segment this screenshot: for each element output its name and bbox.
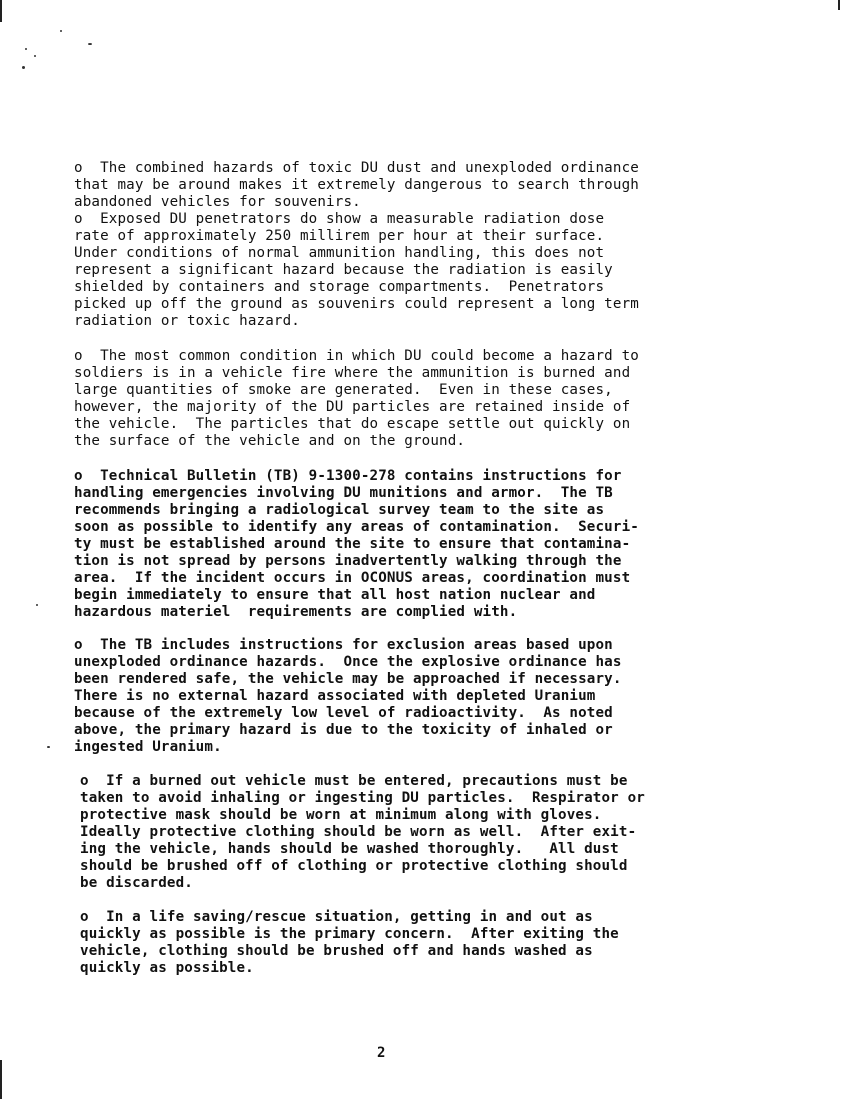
paragraph-vehicle-fire xyxy=(74,348,764,450)
text-line: ty must be established around the site to ensure that contamina- xyxy=(74,536,631,552)
text-line: Under conditions of normal ammunition handling, this does not xyxy=(74,245,605,261)
text-line: o The combined hazards of toxic DU dust and unexploded ordinance xyxy=(74,160,639,176)
text-line: represent a significant hazard because the radiation is easily xyxy=(74,262,613,278)
scan-speck xyxy=(47,746,50,748)
text-line: begin immediately to ensure that all host nation nuclear and xyxy=(74,587,596,603)
paragraph-exclusion-areas xyxy=(74,637,764,756)
text-line: recommends bringing a radiological survey team to the site as xyxy=(74,502,605,518)
scan-speck xyxy=(60,30,62,32)
text-line: protective mask should be worn at minimum along with gloves. xyxy=(80,807,602,823)
text-line: above, the primary hazard is due to the toxicity of inhaled or xyxy=(74,722,613,738)
text-line: because of the extremely low level of radioactivity. As noted xyxy=(74,705,613,721)
paragraph-rescue-situation xyxy=(80,909,770,977)
text-line: o Exposed DU penetrators do show a measurable radiation dose xyxy=(74,211,605,227)
text-line: the surface of the vehicle and on the ground. xyxy=(74,433,466,449)
text-line: o Technical Bulletin (TB) 9-1300-278 contains instructions for xyxy=(74,468,622,484)
text-line: o The most common condition in which DU could become a hazard to xyxy=(74,348,639,364)
scan-edge-mark xyxy=(0,1060,2,1099)
text-line: vehicle, clothing should be brushed off and hands washed as xyxy=(80,943,593,959)
page-number: 2 xyxy=(377,1045,386,1061)
text-line: shielded by containers and storage compartments. Penetrators xyxy=(74,279,605,295)
paragraph-radiation-dose xyxy=(74,211,764,330)
text-line: been rendered safe, the vehicle may be approached if necessary. xyxy=(74,671,622,687)
text-line: There is no external hazard associated with depleted Uranium xyxy=(74,688,596,704)
text-line: soon as possible to identify any areas of contamination. Securi- xyxy=(74,519,639,535)
paragraph-technical-bulletin xyxy=(74,468,764,621)
text-line: o The TB includes instructions for exclusion areas based upon xyxy=(74,637,613,653)
paragraph-du-dust-hazard xyxy=(74,160,764,211)
text-line: unexploded ordinance hazards. Once the explosive ordinance has xyxy=(74,654,622,670)
text-line: taken to avoid inhaling or ingesting DU particles. Respirator or xyxy=(80,790,645,806)
text-line: area. If the incident occurs in OCONUS areas, coordination must xyxy=(74,570,631,586)
text-line: be discarded. xyxy=(80,875,193,891)
text-line: large quantities of smoke are generated. Even in these cases, xyxy=(74,382,613,398)
text-line: handling emergencies involving DU munitions and armor. The TB xyxy=(74,485,613,501)
text-line: ing the vehicle, hands should be washed thoroughly. All dust xyxy=(80,841,619,857)
scan-speck xyxy=(22,66,25,69)
text-line: o In a life saving/rescue situation, getting in and out as xyxy=(80,909,593,925)
text-line: quickly as possible. xyxy=(80,960,254,976)
text-line: abandoned vehicles for souvenirs. xyxy=(74,194,361,210)
scan-edge-mark xyxy=(838,0,840,10)
text-line: radiation or toxic hazard. xyxy=(74,313,300,329)
text-line: should be brushed off of clothing or protective clothing should xyxy=(80,858,628,874)
text-line: Ideally protective clothing should be worn as well. After exit- xyxy=(80,824,637,840)
text-line: that may be around makes it extremely dangerous to search through xyxy=(74,177,639,193)
paragraph-burned-vehicle-precautions xyxy=(80,773,770,892)
text-line: quickly as possible is the primary concern. After exiting the xyxy=(80,926,619,942)
scan-speck xyxy=(25,48,27,50)
text-line: o If a burned out vehicle must be entered, precautions must be xyxy=(80,773,628,789)
scan-speck xyxy=(36,604,38,606)
text-line: hazardous materiel requirements are complied with. xyxy=(74,604,518,620)
text-line: the vehicle. The particles that do escape settle out quickly on xyxy=(74,416,631,432)
text-line: soldiers is in a vehicle fire where the ammunition is burned and xyxy=(74,365,631,381)
scan-speck xyxy=(88,43,92,45)
text-line: rate of approximately 250 millirem per hour at their surface. xyxy=(74,228,605,244)
scan-speck xyxy=(34,55,36,57)
text-line: tion is not spread by persons inadvertently walking through the xyxy=(74,553,622,569)
text-line: picked up off the ground as souvenirs could represent a long term xyxy=(74,296,639,312)
scan-edge-mark xyxy=(0,0,2,22)
text-line: ingested Uranium. xyxy=(74,739,222,755)
text-line: however, the majority of the DU particles are retained inside of xyxy=(74,399,631,415)
